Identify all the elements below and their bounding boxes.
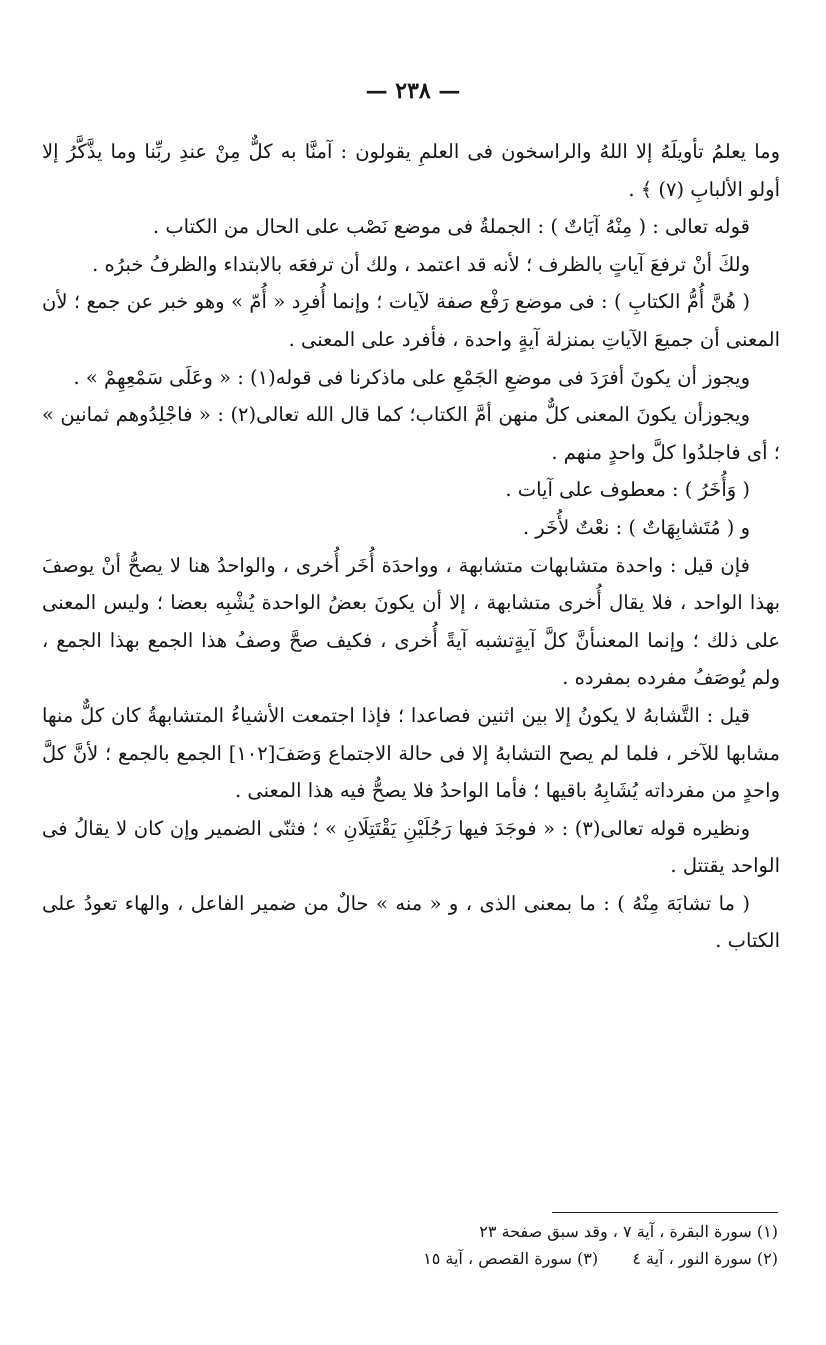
paragraph: ونظيره قوله تعالى(٣) : « فوجَدَ فيها رَجُلَيْنِ يَقْتَتِلَانِ » ؛ فثنّى الضمير وإن كان لا يقالُ فى الواحد يقتتل . <box>42 816 780 878</box>
body-text <box>42 133 780 960</box>
footnote-divider <box>552 1212 778 1213</box>
footnote-2: (٢) سورة النور ، آية ٤ <box>632 1249 778 1268</box>
paragraph: ولكَ أنْ ترفعَ آياتٍ بالظرف ؛ لأنه قد اعتمد ، ولك أن ترفعَه بالابتداء والظرفُ خبرُه . <box>92 252 750 276</box>
paragraph: ( وَأُخَرُ ) : معطوف على آيات . <box>505 478 750 502</box>
paragraph: قوله تعالى : ( مِنْهُ آيَاتٌ ) : الجملةُ فى موضع نَصْب على الحال من الكتاب . <box>152 215 750 239</box>
footnote-line-2 <box>78 1245 778 1272</box>
paragraph: و ( مُتَشابِهَاتٌ ) : نعْتٌ لأُخَر . <box>522 515 750 539</box>
paragraph-verse: وما يعلمُ تأويلَهُ إلا اللهُ والراسخون فى العلمِ يقولون : آمنَّا به كلٌّ مِنْ عندِ ربِّنا وما يذَّكَّرُ إلا أولو الألبابِ (٧) ﴾ . <box>42 140 780 201</box>
footnote-3: (٣) سورة القصص ، آية ١٥ <box>423 1249 599 1268</box>
paragraph: ( ما تشابَهَ مِنْهُ ) : ما بمعنى الذى ، و « منه » حالٌ من ضمير الفاعل ، والهاء تعودُ على الكتاب . <box>42 891 780 953</box>
footnote-1: (١) سورة البقرة ، آية ٧ ، وقد سبق صفحة ٢٣ <box>479 1222 778 1241</box>
paragraph: ويجوز أن يكونَ أفرَدَ فى موضعِ الجَمْعِ على ماذكرنا فى قوله(١) : « وعَلَى سَمْعِهِمْ » . <box>73 365 750 389</box>
footnotes <box>78 1218 778 1272</box>
paragraph: فإن قيل : واحدة متشابهات متشابهة ، وواحدَة أُخَر أُخرى ، والواحدُ هنا لا يصحُّ أنْ يوصفَ بهذا الواحد ، فلا يقال أُخرى متشابهة ، إلا أن يكونَ بعضُ الواحدة يُشْبِه بعضا ؛ وليس المعنى على ذلك ؛ وإنما المعنىأنَّ كلَّ آيةٍتشبه آيةً أُخرى ، فكيف صحَّ وصفُ هذا الجمع بهذا الجمع ، ولم يُوصَفُ مفرده بمفرده . <box>42 553 780 690</box>
paragraph: قيل : التَّشابهُ لا يكونُ إلا بين اثنين فصاعدا ؛ فإذا اجتمعت الأشياءُ المتشابهةُ كان كلٌّ منها مشابها للآخر ، فلما لم يصح التشابهُ إلا فى حالة الاجتماع وَصَفَ[١٠٢] الجمع بالجمع ؛ لأنَّ كلَّ واحدٍ من مفرداته يُشَابِهُ باقيها ؛ فأما الواحدُ فلا يصحُّ فيه هذا المعنى . <box>42 703 780 803</box>
page-number: — ٢٣٨ — <box>365 78 461 104</box>
paragraph: ( هُنَّ أُمُّ الكتابِ ) : فى موضع رَفْع صفة لآيات ؛ وإنما أُفرِد « أُمّ » وهو خبر عن جمع ؛ لأن المعنى أن جميعَ الآياتِ بمنزلة آيةٍ واحدة ، فأفرد على المعنى . <box>42 290 780 351</box>
paragraph: ويجوزأن يكونَ المعنى كلٌّ منهن أمَّ الكتاب؛ كما قال الله تعالى(٢) : « فاجْلِدُوهم ثمانين » ؛ أى فاجلدُوا كلَّ واحدٍ منهم . <box>42 403 780 464</box>
